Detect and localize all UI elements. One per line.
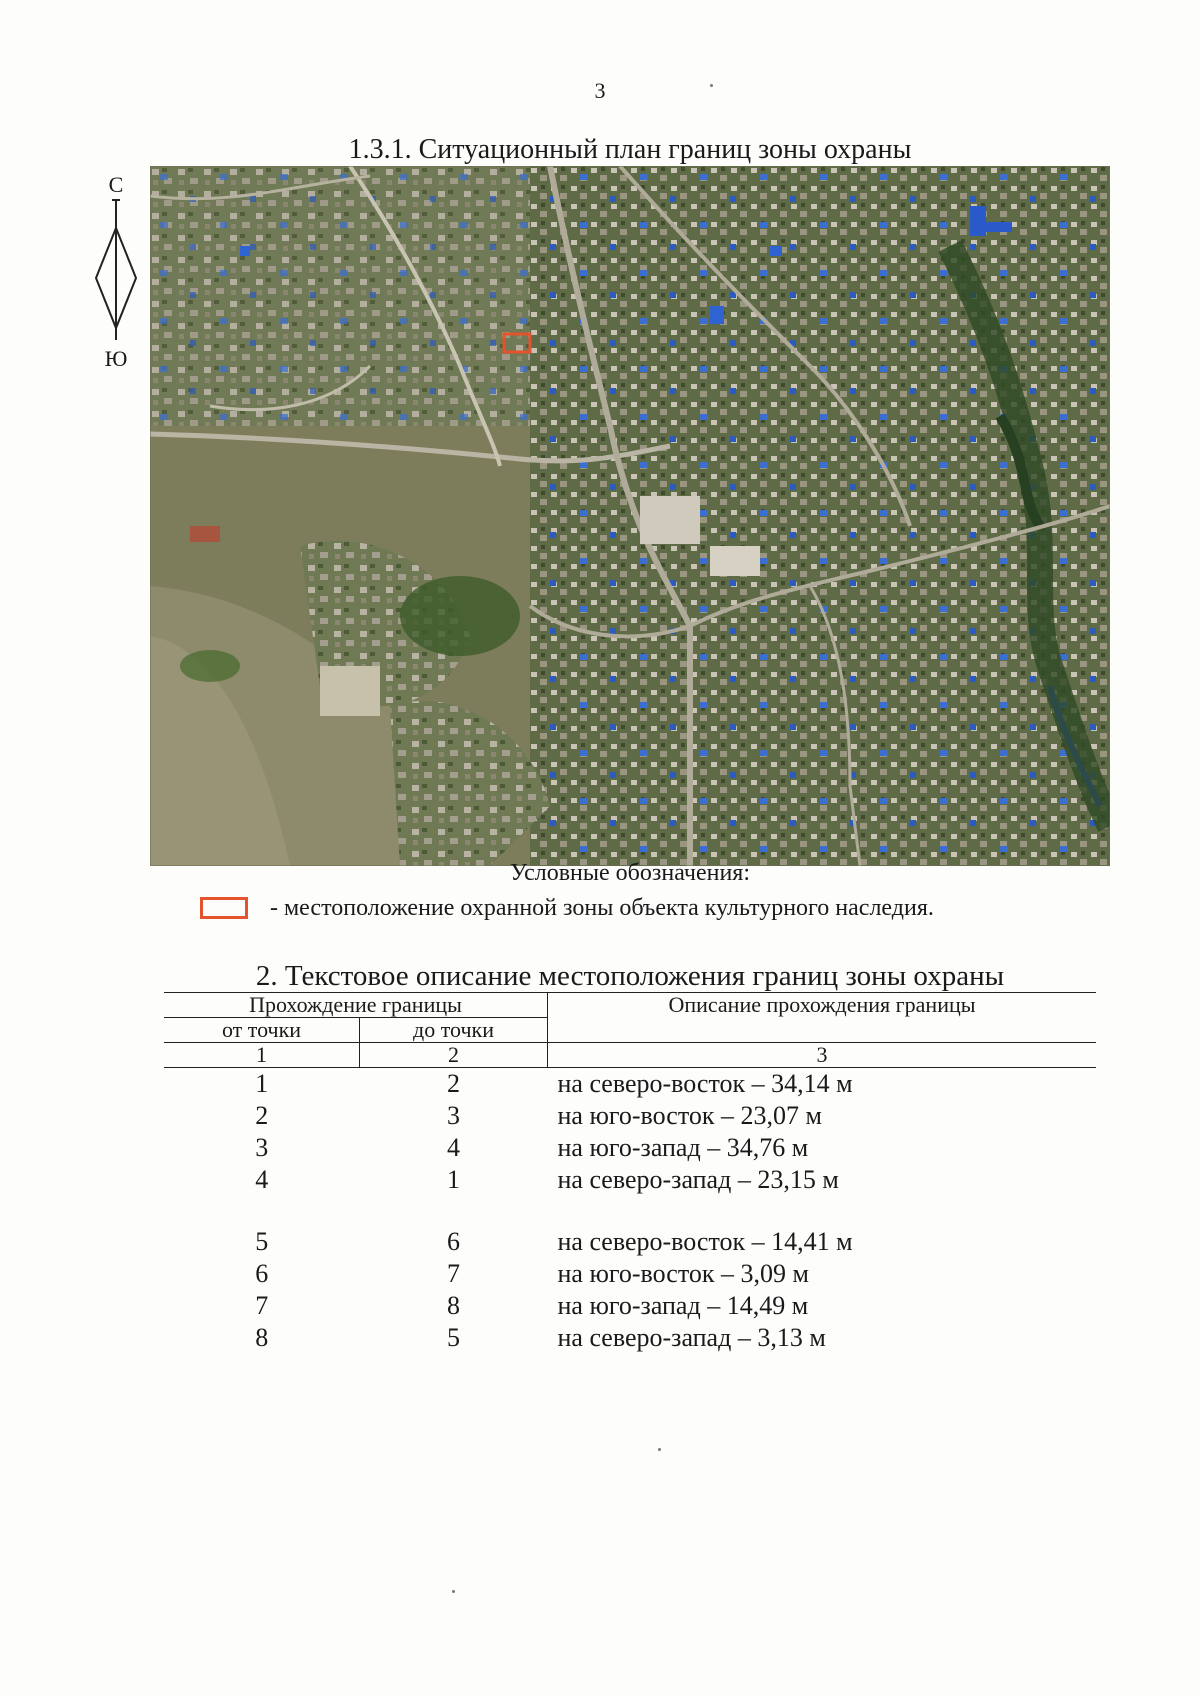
header-from-point: от точки xyxy=(164,1018,360,1043)
header-col-2: 2 xyxy=(360,1043,548,1068)
cell-from: 1 xyxy=(255,1069,269,1098)
map-title: 1.3.1. Ситуационный план границ зоны охраны xyxy=(348,134,912,165)
scan-speck xyxy=(710,84,713,87)
legend-item-label: - местоположение охранной зоны объекта культурного наследия. xyxy=(270,894,934,921)
page-number: 3 xyxy=(594,78,606,103)
table-row xyxy=(164,1258,1096,1290)
cell-description: на юго-запад – 14,49 м xyxy=(557,1291,809,1320)
table-row xyxy=(164,1164,1096,1196)
cell-from: 2 xyxy=(255,1101,269,1130)
cell-from: 6 xyxy=(255,1259,269,1288)
legend-title: Условные обозначения: xyxy=(509,860,751,886)
legend-swatch-icon xyxy=(200,897,248,919)
cell-to: 5 xyxy=(447,1323,460,1352)
header-passage: Прохождение границы xyxy=(164,993,548,1018)
cell-to: 6 xyxy=(447,1227,460,1256)
legend-item xyxy=(200,888,934,928)
aerial-satellite-map xyxy=(150,166,1110,866)
cell-description: на юго-запад – 34,76 м xyxy=(557,1133,809,1162)
cell-description: на северо-запад – 3,13 м xyxy=(557,1323,826,1352)
cell-description: на северо-восток – 14,41 м xyxy=(557,1227,853,1256)
table-row xyxy=(164,1322,1096,1354)
compass-south-label: Ю xyxy=(104,346,128,371)
cell-from: 4 xyxy=(255,1165,269,1194)
cell-from: 7 xyxy=(255,1291,269,1320)
cell-description: на северо-восток – 34,14 м xyxy=(557,1069,853,1098)
group-spacer xyxy=(164,1196,1096,1226)
scan-speck xyxy=(658,1448,661,1451)
boundary-table xyxy=(164,992,1096,1354)
table-row xyxy=(164,1068,1096,1101)
cell-description: на юго-восток – 23,07 м xyxy=(557,1101,822,1130)
compass-north-label: С xyxy=(108,172,124,197)
cell-to: 4 xyxy=(447,1133,460,1162)
cell-from: 5 xyxy=(255,1227,269,1256)
table-title: 2. Текстовое описание местоположения границ зоны охраны xyxy=(255,960,1005,992)
cell-from: 3 xyxy=(255,1133,269,1162)
cell-description: на юго-восток – 3,09 м xyxy=(557,1259,809,1288)
header-description: Описание прохождения границы xyxy=(548,993,1097,1043)
table-row xyxy=(164,1226,1096,1258)
cell-to: 1 xyxy=(447,1165,460,1194)
cell-to: 2 xyxy=(447,1069,460,1098)
table-row xyxy=(164,1290,1096,1322)
north-arrow xyxy=(88,168,148,378)
cell-to: 7 xyxy=(447,1259,460,1288)
cell-to: 3 xyxy=(447,1101,460,1130)
scan-speck xyxy=(452,1590,455,1593)
table-row xyxy=(164,1100,1096,1132)
header-to-point: до точки xyxy=(360,1018,548,1043)
table-row xyxy=(164,1132,1096,1164)
cell-description: на северо-запад – 23,15 м xyxy=(557,1165,839,1194)
cell-from: 8 xyxy=(255,1323,269,1352)
header-col-3: 3 xyxy=(548,1043,1097,1068)
header-col-1: 1 xyxy=(164,1043,360,1068)
cell-to: 8 xyxy=(447,1291,460,1320)
